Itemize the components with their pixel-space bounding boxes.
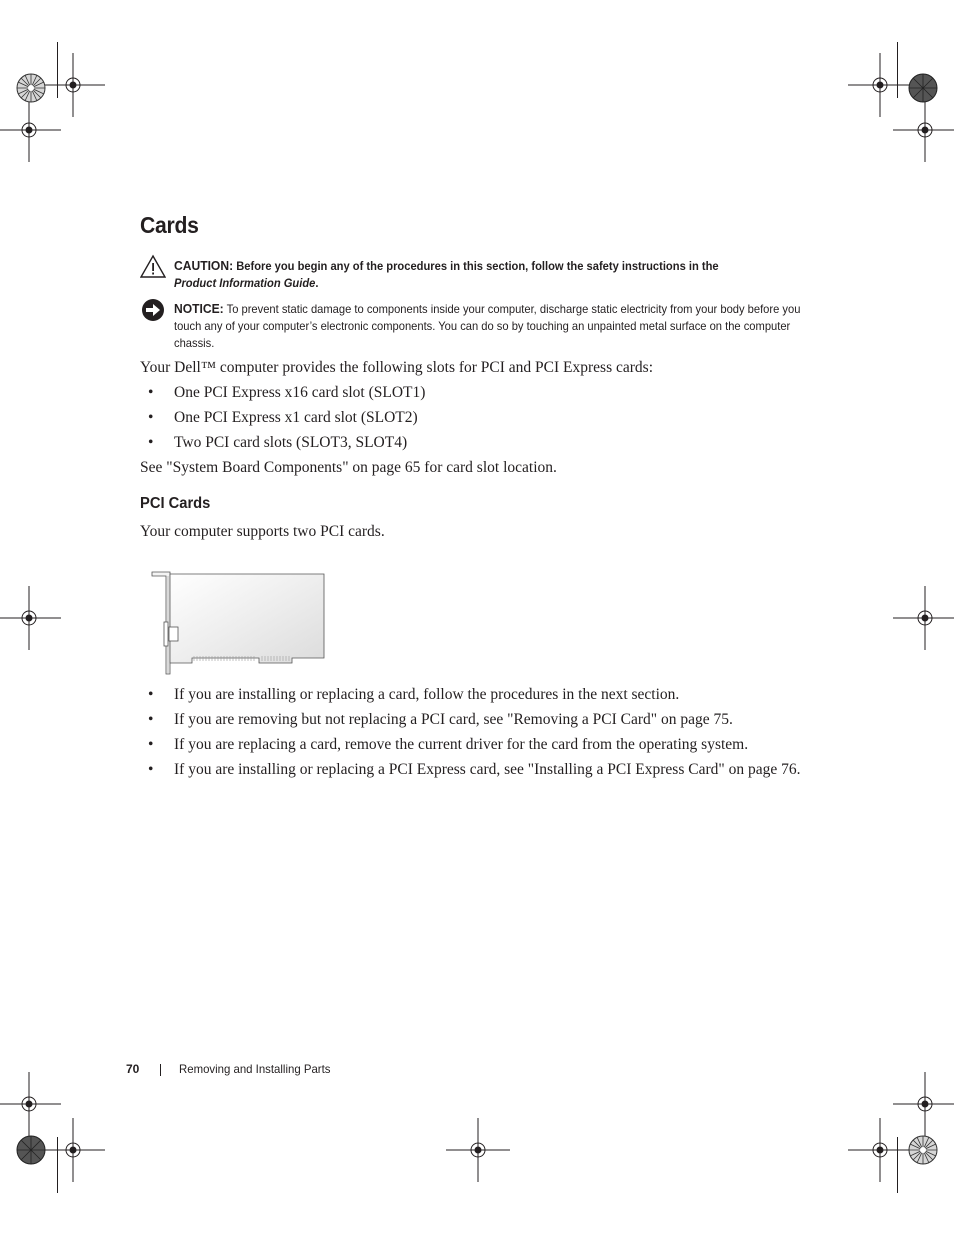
page-number: 70 (126, 1062, 140, 1076)
list-item: • If you are installing or replacing a PCI Express card, see "Installing a PCI Express Card" on page 76. (140, 760, 800, 785)
notice-text: To prevent static damage to components inside your computer, discharge static electricity from your body before you touch any of your computer’s electronic components. You can do so by touching an unpainted metal surface on the computer chassis. (174, 302, 801, 350)
starburst-mark-icon (908, 1135, 938, 1165)
list-item: • If you are installing or replacing a card, follow the procedures in the next section. (140, 685, 800, 710)
registration-mark-icon (893, 98, 954, 162)
section-title: PCI Cards (140, 495, 211, 512)
starburst-mark-icon (16, 1135, 46, 1165)
list-item: • If you are removing but not replacing a PCI card, see "Removing a PCI Card" on page 75. (140, 710, 800, 735)
product-information-guide: Product Information Guide (174, 276, 316, 290)
list-item: • Two PCI card slots (SLOT3, SLOT4) (140, 433, 425, 458)
slot-list (140, 383, 425, 458)
list-item: • One PCI Express x16 card slot (SLOT1) (140, 383, 425, 408)
page-title: Cards (140, 212, 199, 238)
notice-note (140, 298, 800, 354)
caution-end: . (315, 276, 319, 290)
registration-mark-icon (0, 586, 61, 650)
section-intro: Your computer supports two PCI cards. (140, 523, 385, 540)
starburst-mark-icon (16, 73, 46, 103)
list-item: • One PCI Express x1 card slot (SLOT2) (140, 408, 425, 433)
registration-mark-icon (848, 1118, 912, 1182)
caution-note (140, 254, 800, 290)
footer-divider (160, 1064, 161, 1076)
starburst-mark-icon (908, 73, 938, 103)
registration-mark-icon (41, 1118, 105, 1182)
registration-mark-icon (893, 586, 954, 650)
see-also-paragraph: See "System Board Components" on page 65 for card slot location. (140, 459, 557, 476)
caution-label: CAUTION: (174, 258, 234, 273)
intro-paragraph: Your Dell™ computer provides the following slots for PCI and PCI Express cards: (140, 359, 654, 376)
pci-card-illustration (148, 568, 330, 680)
registration-mark-icon (0, 98, 61, 162)
registration-mark-icon (446, 1118, 510, 1182)
chapter-title: Removing and Installing Parts (179, 1062, 331, 1076)
notice-arrow-icon (140, 298, 166, 324)
warning-triangle-icon (140, 254, 166, 280)
caution-text: Before you begin any of the procedures in this section, follow the safety instructions in the (236, 259, 719, 273)
list-item: • If you are replacing a card, remove the current driver for the card from the operating system. (140, 735, 800, 760)
instruction-list (140, 685, 800, 785)
notice-label: NOTICE: (174, 301, 224, 316)
